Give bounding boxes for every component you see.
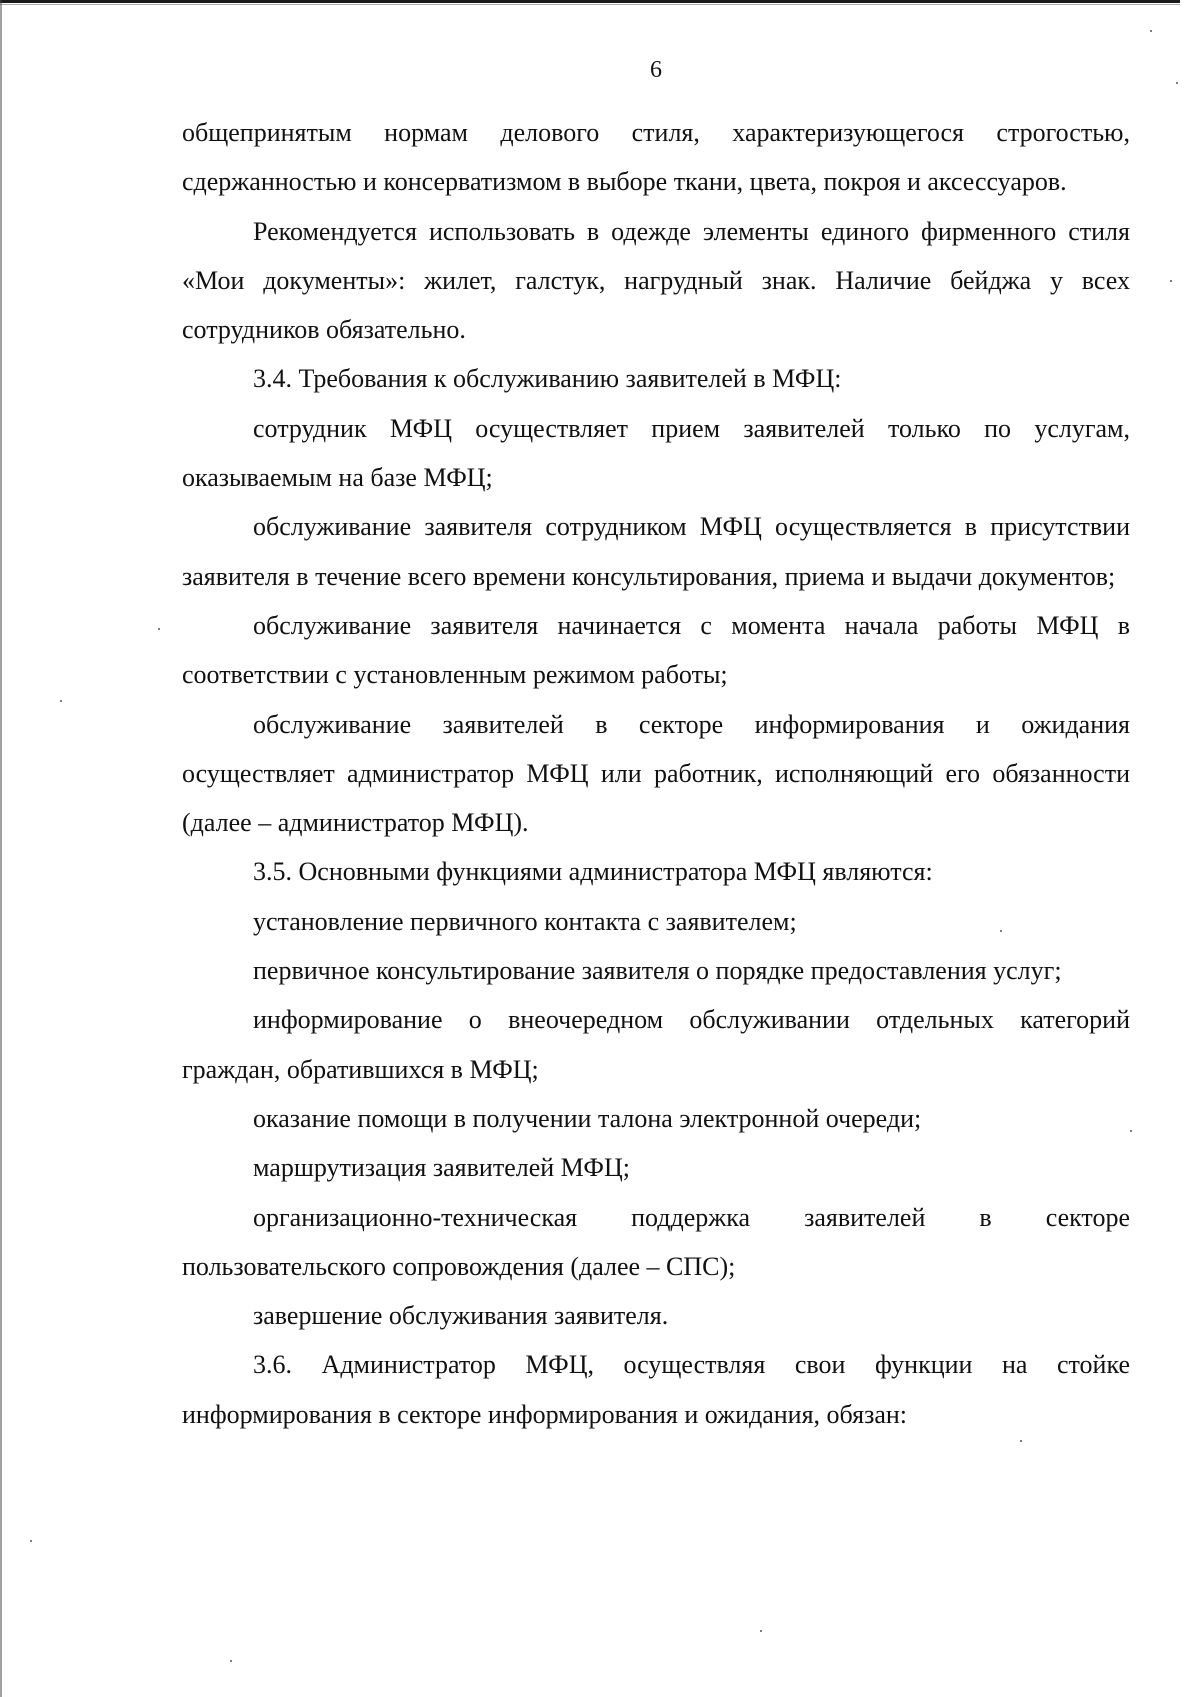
- scan-speck: [1020, 1440, 1022, 1442]
- list-item: установление первичного контакта с заявителем;: [253, 906, 797, 936]
- section-heading: 3.6. Администратор МФЦ, осуществляя свои функции на стойке информирования в секторе информирования и ожидания, обязан:: [182, 1350, 1130, 1429]
- list-item: первичное консультирование заявителя о порядке предоставления услуг;: [253, 956, 1062, 986]
- scan-speck: [60, 700, 62, 702]
- section-heading: 3.4. Требования к обслуживанию заявителей в МФЦ:: [253, 364, 842, 394]
- scan-speck: [1150, 30, 1152, 32]
- list-item: оказание помощи в получении талона электронной очереди;: [253, 1103, 922, 1133]
- scan-speck: [1130, 1130, 1132, 1132]
- page-number: 6: [650, 57, 662, 83]
- list-item: обслуживание заявителя сотрудником МФЦ осуществляется в присутствии заявителя в течение всего времени консультирования, приема и выдачи документов;: [182, 512, 1130, 591]
- document-body: [182, 108, 1130, 1439]
- list-item: организационно-техническая поддержка заявителей в секторе пользовательского сопровождения (далее – СПС);: [182, 1202, 1130, 1281]
- scan-speck: [1170, 280, 1172, 282]
- scan-speck: [158, 628, 160, 630]
- scan-speck: [30, 1540, 32, 1542]
- list-item: завершение обслуживания заявителя.: [253, 1301, 669, 1331]
- scan-top-border-shadow: [0, 4, 1180, 5]
- scan-speck: [760, 1630, 762, 1632]
- list-item: информирование о внеочередном обслуживании отдельных категорий граждан, обратившихся в МФЦ;: [182, 1005, 1130, 1084]
- scan-speck: [1000, 930, 1002, 932]
- list-item: сотрудник МФЦ осуществляет прием заявителей только по услугам, оказываемым на базе МФЦ;: [182, 413, 1130, 493]
- list-item: обслуживание заявителя начинается с момента начала работы МФЦ в соответствии с установленным режимом работы;: [182, 610, 1130, 690]
- section-heading: 3.5. Основными функциями администратора МФЦ являются:: [253, 857, 933, 887]
- list-item: обслуживание заявителей в секторе информирования и ожидания осуществляет администратор МФЦ или работник, исполняющий его обязанности (далее – администратор МФЦ).: [182, 709, 1130, 838]
- scan-speck: [230, 1660, 232, 1662]
- paragraph: Рекомендуется использовать в одежде элементы единого фирменного стиля «Мои документы»: жилет, галстук, нагрудный знак. Наличие бейджа у всех сотрудников обязательно.: [182, 216, 1130, 345]
- paragraph: общепринятым нормам делового стиля, характеризующегося строгостью, сдержанностью и консерватизмом в выборе ткани, цвета, покроя и аксессуаров.: [182, 118, 1130, 197]
- list-item: маршрутизация заявителей МФЦ;: [253, 1153, 630, 1183]
- scan-left-border: [0, 0, 2, 1697]
- scan-top-border: [0, 0, 1180, 3]
- scan-speck: [1176, 82, 1178, 84]
